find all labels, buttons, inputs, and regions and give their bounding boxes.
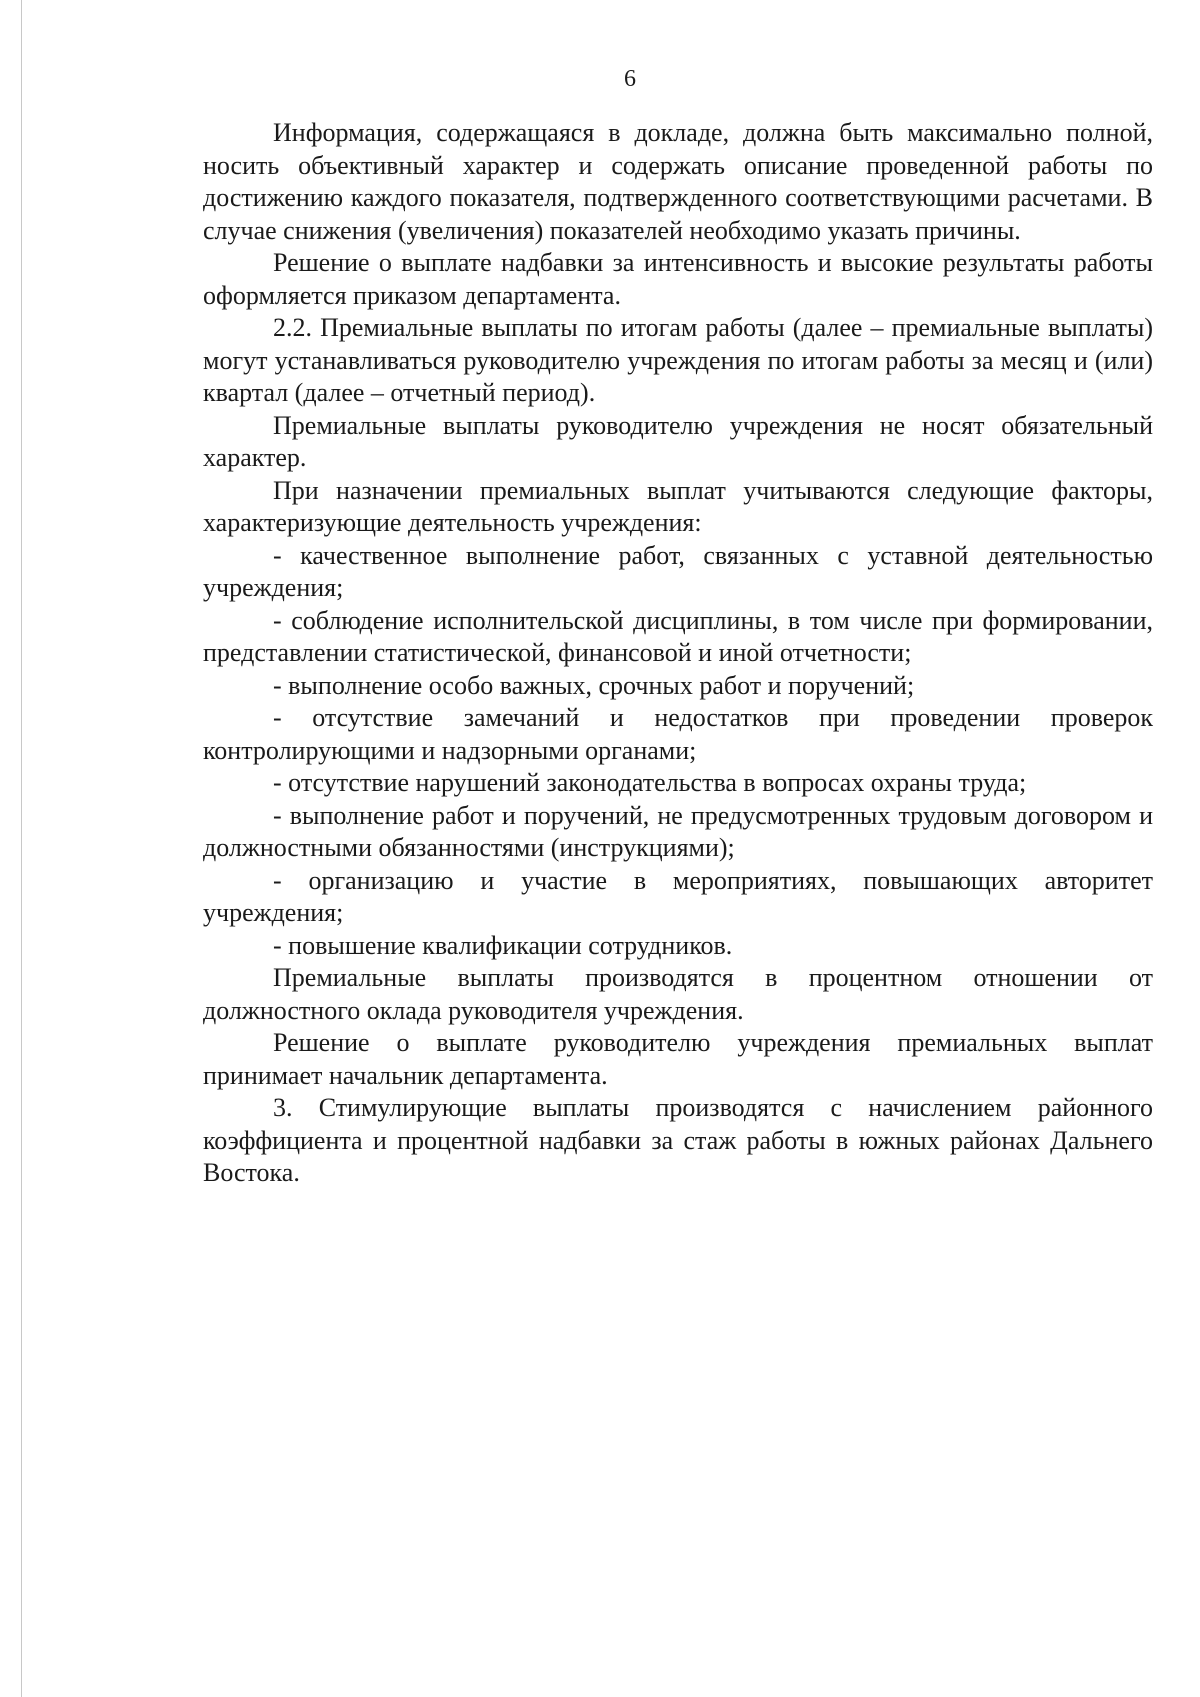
scan-edge-line — [21, 0, 22, 1697]
paragraph: 3. Стимулирующие выплаты производятся с начислением районного коэффициента и процентной надбавки за стаж работы в южных районах Дальнего Востока. — [203, 1093, 1153, 1187]
list-item: - соблюдение исполнительской дисциплины, в том числе при формировании, представлении статистической, финансовой и иной отчетности; — [203, 605, 1153, 667]
paragraph: Премиальные выплаты руководителю учреждения не носят обязательный характер. — [203, 410, 1153, 472]
paragraph: 2.2. Премиальные выплаты по итогам работы (далее – премиальные выплаты) могут устанавливаться руководителю учреждения по итогам работы за месяц и (или) квартал (далее – отчетный период). — [203, 313, 1153, 407]
paragraph: При назначении премиальных выплат учитываются следующие факторы, характеризующие деятельность учреждения: — [203, 475, 1153, 537]
list-item: - повышение квалификации сотрудников. — [273, 930, 733, 960]
paragraph: Решение о выплате руководителю учреждения премиальных выплат принимает начальник департамента. — [203, 1028, 1153, 1090]
paragraph: Информация, содержащаяся в докладе, должна быть максимально полной, носить объективный характер и содержать описание проведенной работы по достижению каждого показателя, подтвержденного соответствующими расчетами. В случае снижения (увеличения) показателей необходимо указать причины. — [203, 118, 1153, 245]
list-item: - отсутствие нарушений законодательства в вопросах охраны труда; — [273, 768, 1027, 797]
list-item: - отсутствие замечаний и недостатков при проведении проверок контролирующими и надзорными органами; — [203, 703, 1153, 765]
list-item: - выполнение работ и поручений, не предусмотренных трудовым договором и должностными обязанностями (инструкциями); — [203, 800, 1153, 862]
document-body — [203, 117, 1153, 1190]
paragraph: Решение о выплате надбавки за интенсивность и высокие результаты работы оформляется приказом департамента. — [203, 248, 1153, 310]
paragraph: Премиальные выплаты производятся в процентном отношении от должностного оклада руководителя учреждения. — [203, 963, 1153, 1025]
list-item: - организацию и участие в мероприятиях, повышающих авторитет учреждения; — [203, 865, 1153, 927]
page-number: 6 — [624, 66, 636, 92]
list-item: - выполнение особо важных, срочных работ и поручений; — [273, 670, 915, 700]
list-item: - качественное выполнение работ, связанных с уставной деятельностью учреждения; — [203, 540, 1153, 602]
